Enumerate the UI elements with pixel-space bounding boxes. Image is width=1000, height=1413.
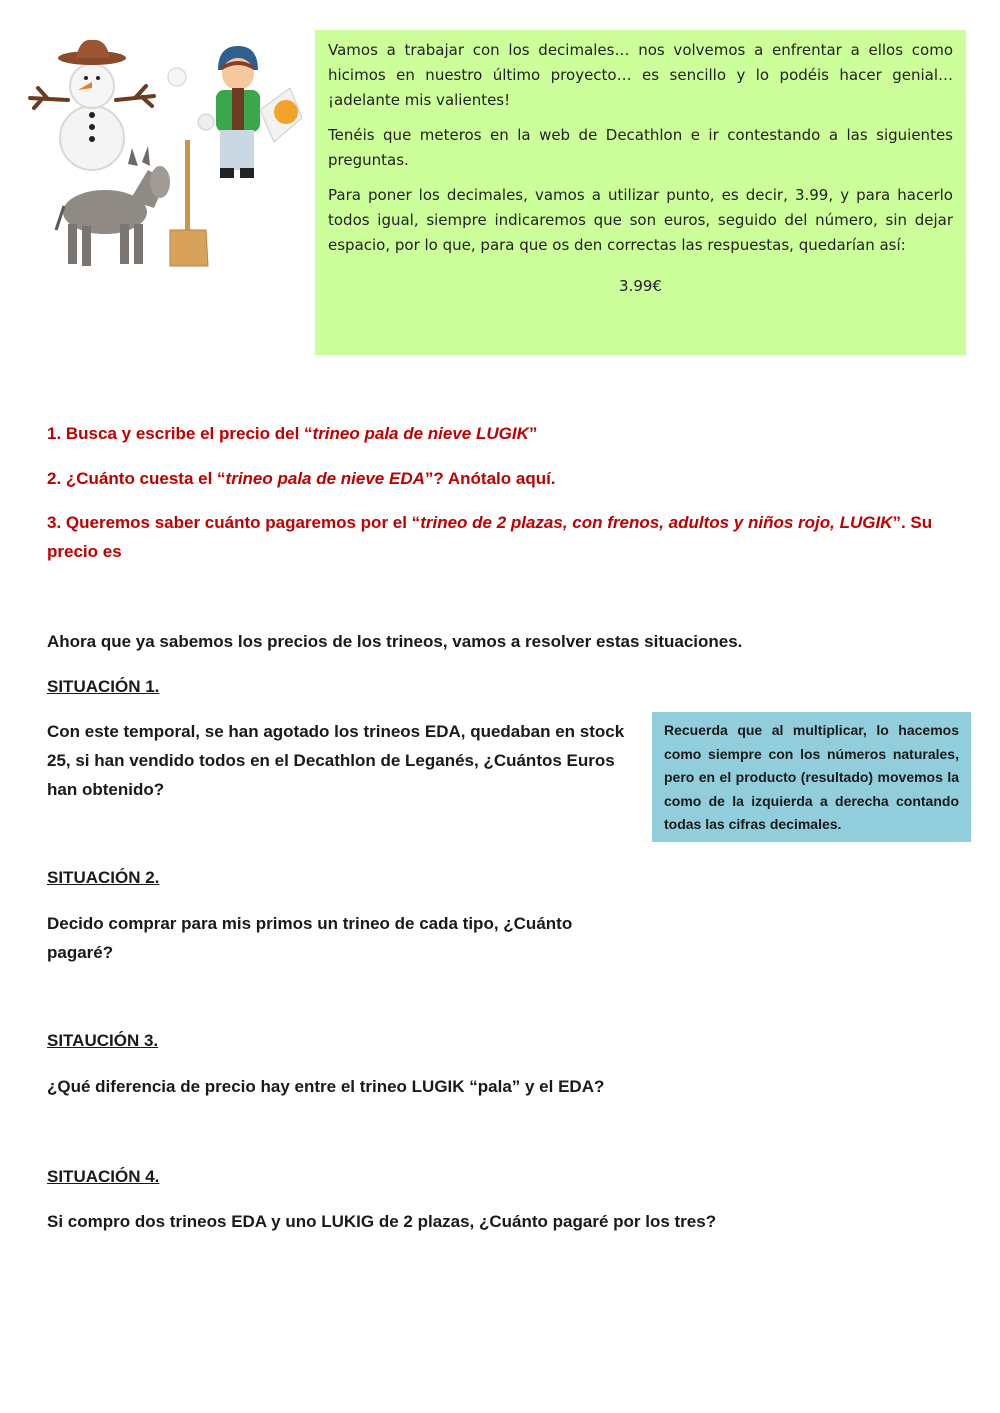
situation-1-text: Con este temporal, se han agotado los trineos EDA, quedaban en stock 25, si han vendido todos en el Decathlon de Leganés, ¿Cuántos Euros han obtenido? xyxy=(47,722,625,799)
snowball-figure xyxy=(168,68,186,86)
instructions-box xyxy=(315,30,966,355)
question-1: 1. Busca y escribe el precio del “trineo pala de nieve LUGIK” xyxy=(47,424,538,443)
child-figure xyxy=(198,46,302,178)
question-3: 3. Queremos saber cuánto pagaremos por el “trineo de 2 plazas, con frenos, adultos y niños rojo, LUGIK”. Su precio es xyxy=(47,513,933,561)
question-2: 2. ¿Cuánto cuesta el “trineo pala de nieve EDA”? Anótalo aquí. xyxy=(47,469,556,488)
situation-4-text: Si compro dos trineos EDA y uno LUKIG de 2 plazas, ¿Cuánto pagaré por los tres? xyxy=(47,1212,717,1231)
situation-2-title: SITUACIÓN 2. xyxy=(47,868,160,887)
intro-paragraph-1: Vamos a trabajar con los decimales… nos volvemos a enfrentar a ellos como hicimos en nuestro último proyecto… es sencillo y lo podéis hacer genial… ¡adelante mis valientes! xyxy=(328,41,953,109)
situation-4-title: SITUACIÓN 4. xyxy=(47,1167,160,1186)
snowman-figure xyxy=(30,40,154,170)
winter-toys-illustration xyxy=(20,30,310,275)
intro-paragraph-2: Tenéis que meteros en la web de Decathlon e ir contestando a las siguientes preguntas. xyxy=(328,126,953,169)
multiplication-tip-box: Recuerda que al multiplicar, lo hacemos como siempre con los números naturales, pero en el producto (resultado) movemos la como de la izquierda a derecha contando todas las cifras decimales. xyxy=(652,712,971,842)
example-price: 3.99€ xyxy=(619,277,662,295)
question-3-item: trineo de 2 plazas, con frenos, adultos y niños rojo, LUGIK xyxy=(420,513,893,532)
question-2-item: trineo pala de nieve EDA xyxy=(225,469,425,488)
question-1-item: trineo pala de nieve LUGIK xyxy=(312,424,529,443)
situation-3-title: SITAUCIÓN 3. xyxy=(47,1031,159,1050)
shovel-figure xyxy=(170,140,208,266)
situation-1-title: SITUACIÓN 1. xyxy=(47,677,160,696)
situation-2-text: Decido comprar para mis primos un trineo de cada tipo, ¿Cuánto pagaré? xyxy=(47,914,573,962)
situations-intro: Ahora que ya sabemos los precios de los trineos, vamos a resolver estas situaciones. xyxy=(47,632,743,651)
situation-3-text: ¿Qué diferencia de precio hay entre el trineo LUGIK “pala” y el EDA? xyxy=(47,1077,605,1096)
intro-paragraph-3: Para poner los decimales, vamos a utilizar punto, es decir, 3.99, y para hacerlo todos igual, siempre indicaremos que son euros, seguido del número, sin dejar espacio, por lo que, para que os den correctas las respuestas, quedarían así: xyxy=(328,186,953,254)
